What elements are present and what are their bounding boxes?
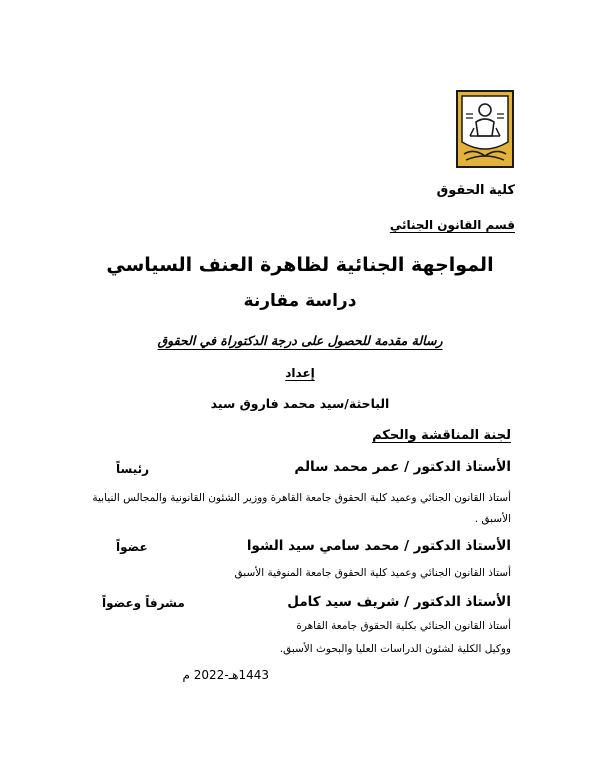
committee-member-description: أستاذ القانون الجنائي وعميد كلية الحقوق جامعة المنوفية الأسبق (234, 567, 511, 579)
academic-year: 1443هـ-2022 م (182, 668, 269, 682)
committee-member-description: ووكيل الكلية لشئون الدراسات العليا والبحوث الأسبق. (279, 643, 511, 655)
committee-member-name: الأستاذ الدكتور / محمد سامي سيد الشوا (246, 538, 511, 554)
committee-member-name: الأستاذ الدكتور / عمر محمد سالم (294, 459, 511, 475)
committee-heading: لجنة المناقشة والحكم (372, 428, 511, 443)
cairo-university-logo (456, 90, 514, 168)
committee-member-description: أستاذ القانون الجنائي بكلية الحقوق جامعة القاهرة (296, 620, 511, 632)
committee-member-description: أستاذ القانون الجنائي وعميد كلية الحقوق جامعة القاهرة ووزير الشئون القانونية والمجالس النيابية الأسبق . (92, 492, 511, 525)
thesis-title: المواجهة الجنائية لظاهرة العنف السياسي (106, 254, 494, 276)
researcher-name: الباحثة/سيد محمد فاروق سيد (210, 396, 390, 411)
committee-member-role: مشرفاً وعضواً (102, 596, 185, 610)
committee-member-role: عضواً (116, 540, 148, 554)
prepared-by-label: إعداد (285, 366, 315, 380)
thesis-subtitle: دراسة مقارنة (243, 291, 357, 311)
degree-statement: رسالة مقدمة للحصول على درجة الدكتوراة في الحقوق (157, 333, 443, 348)
department-name: قسم القانون الجنائي (389, 218, 515, 232)
committee-member-role: رئيساً (116, 462, 150, 476)
faculty-name: كلية الحقوق (436, 183, 515, 198)
committee-member-name: الأستاذ الدكتور / شريف سيد كامل (287, 594, 511, 610)
